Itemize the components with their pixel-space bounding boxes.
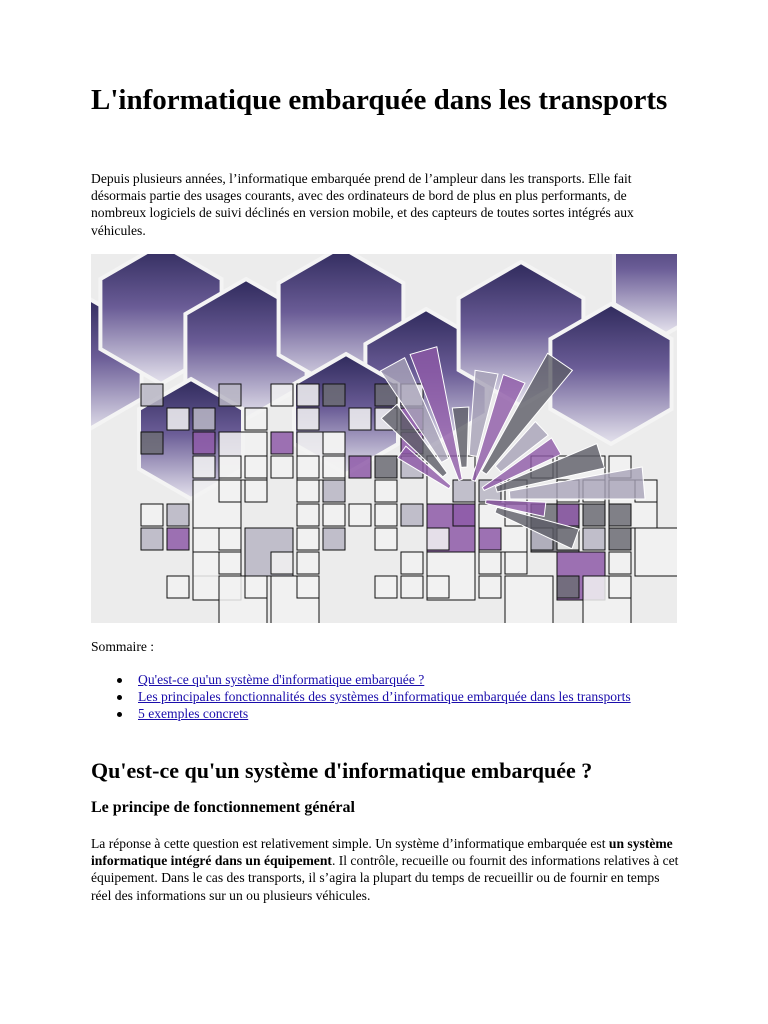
grid-square [141,528,163,550]
grid-square [583,504,605,526]
section-heading: Qu'est-ce qu'un système d'informatique embarquée ? [91,758,593,783]
grid-square [245,456,267,478]
grid-square [141,504,163,526]
grid-square [375,528,397,550]
grid-square [271,384,293,406]
section-subheading: Le principe de fonctionnement général [91,799,355,816]
grid-square [323,456,345,478]
grid-square [167,504,189,526]
toc-item [138,671,728,688]
grid-square [323,384,345,406]
toc-link-exemples[interactable]: 5 exemples concrets [138,706,249,721]
grid-square [375,456,397,478]
grid-square [245,480,267,502]
grid-square [167,408,189,430]
grid-square [453,504,475,526]
grid-square [141,432,163,454]
grid-square [557,504,579,526]
grid-square [219,456,241,478]
grid-square [375,504,397,526]
hero-image [91,254,677,623]
grid-square [297,504,319,526]
grid-square [297,528,319,550]
para-text-end: . Il contrôle, recueille ou fournit des informations relatives à cet équipement. Dans le cas des transports, il s’agira la plupart du temps de recueillir ou de fournir en temps réel des informations sur un ou plusieurs véhicules. [91,853,679,903]
grid-square [219,552,241,574]
grid-square [609,552,631,574]
grid-square [635,528,677,576]
grid-square [193,456,215,478]
grid-square [609,504,631,526]
grid-square [271,552,293,574]
grid-square [271,432,293,454]
toc-item [138,705,728,722]
intro-paragraph: Depuis plusieurs années, l’informatique embarquée prend de l’ampleur dans les transports. Elle fait désormais partie des usages courants, avec des ordinateurs de bord de plus en plus performants, de nombreux logiciels de suivi déclinés en version mobile, et des capteurs de toutes sortes intégrés aux véhicules. [91,171,634,238]
grid-square [375,576,397,598]
grid-square [479,528,501,550]
grid-square [219,528,241,550]
grid-square [349,456,371,478]
toc-link-fonctionnalites[interactable]: Les principales fonctionnalités des systèmes d’informatique embarquée dans les transports [138,689,631,704]
grid-square [349,504,371,526]
grid-square [453,480,475,502]
grid-square [297,456,319,478]
grid-square [245,576,267,598]
grid-square [245,408,267,430]
grid-square [479,576,501,598]
grid-square [219,480,241,502]
grid-square [401,504,423,526]
grid-square [609,528,631,550]
hero-graphic [91,254,677,623]
grid-square [375,480,397,502]
grid-square [557,576,579,598]
section-paragraph [91,835,681,904]
grid-square [401,576,423,598]
grid-square [297,576,319,598]
grid-square [193,408,215,430]
grid-square [193,432,215,454]
grid-square [323,504,345,526]
grid-square [297,552,319,574]
grid-square [297,408,319,430]
grid-square [479,552,501,574]
toc-label: Sommaire : [91,639,155,654]
grid-square [271,456,293,478]
grid-square [349,408,371,430]
grid-square [323,528,345,550]
grid-square [427,576,449,598]
grid-square [167,528,189,550]
grid-square [505,552,527,574]
grid-square [323,480,345,502]
table-of-contents [91,671,728,722]
grid-square [583,528,605,550]
para-text-start: La réponse à cette question est relativement simple. Un système d’informatique embarquée est [91,836,609,851]
grid-square [609,576,631,598]
grid-square [401,552,423,574]
grid-square [427,528,449,550]
page-title: L'informatique embarquée dans les transports [91,84,668,116]
para-bold-text: un système informatique intégré dans un équipement [91,836,673,869]
grid-square [297,480,319,502]
toc-link-definition[interactable]: Qu'est-ce qu'un système d'informatique embarquée ? [138,672,425,687]
grid-square [141,384,163,406]
grid-square [167,576,189,598]
grid-square [219,384,241,406]
grid-square [297,384,319,406]
toc-item [138,688,728,705]
grid-square [505,576,553,623]
grid-square [323,432,345,454]
